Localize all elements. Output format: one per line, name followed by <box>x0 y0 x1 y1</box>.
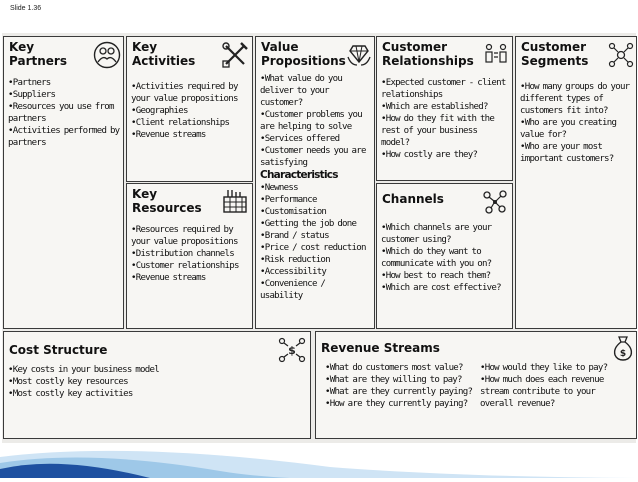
key-partners-title-line1: Key <box>9 40 35 54</box>
list-item: •Customer needs you are satisfying <box>260 146 366 168</box>
list-item: •What are they currently paying? <box>325 387 473 397</box>
customer-segments-title-line2: Segments <box>521 54 589 68</box>
list-item: •Customisation <box>260 207 327 217</box>
list-item: •Resources required by your value propositions <box>131 225 238 247</box>
key-activities-title-line2: Activities <box>132 54 196 68</box>
list-item: •Performance <box>260 195 317 205</box>
list-item: •How best to reach them? <box>381 271 491 281</box>
list-item: •Expected customer - client relationships <box>381 78 506 100</box>
list-item: •Resources you use from partners <box>8 102 114 124</box>
tools-icon <box>221 41 249 69</box>
value-propositions-title <box>261 40 346 68</box>
list-item: •Risk reduction <box>260 255 330 265</box>
list-item: •Revenue streams <box>131 273 206 283</box>
key-activities-title-line1: Key <box>132 40 158 54</box>
key-partners-title-line2: Partners <box>9 54 67 68</box>
list-item: •Most costly key resources <box>8 377 128 387</box>
list-item: •Newness <box>260 183 298 193</box>
list-item: •What value do you deliver to your customer? <box>260 74 343 108</box>
customer-segments-title <box>521 40 588 68</box>
list-item: •Customer relationships <box>131 261 239 271</box>
list-item: •Getting the job done <box>260 219 357 229</box>
relationship-icon <box>483 42 509 66</box>
decorative-swoosh <box>0 443 638 478</box>
list-item: •How would they like to pay? <box>480 363 608 373</box>
key-activities-list <box>131 81 249 141</box>
list-item: •Customer problems you are helping to solve <box>260 110 362 132</box>
cost-flow-icon <box>278 337 306 363</box>
list-item: •Distribution channels <box>131 249 234 259</box>
customer-relationships-box <box>376 36 513 181</box>
list-item: •How costly are they? <box>381 150 478 160</box>
key-resources-title <box>132 187 202 215</box>
cost-structure-box <box>3 331 311 439</box>
business-model-canvas <box>2 33 636 443</box>
key-activities-box <box>126 36 253 182</box>
svg-text:$: $ <box>619 349 627 359</box>
list-item: •Price / cost reduction <box>260 243 366 253</box>
list-item: •Geographies <box>131 106 188 116</box>
handshake-icon <box>93 41 121 69</box>
characteristics-heading: Characteristics <box>260 169 338 181</box>
key-activities-title <box>132 40 195 68</box>
list-item: •How much does each revenue stream contribute to your overall revenue? <box>480 375 604 409</box>
list-item: •Convenience / usability <box>260 279 326 301</box>
key-partners-list <box>8 77 120 149</box>
list-item: •Suppliers <box>8 90 56 100</box>
list-item: •Brand / status <box>260 231 329 241</box>
money-bag-icon <box>612 335 634 361</box>
customer-relationships-title-line1: Customer <box>382 40 448 54</box>
channels-title: Channels <box>382 192 444 206</box>
list-item: •What do customers most value? <box>325 363 463 373</box>
channels-list <box>381 222 509 294</box>
list-item: •Partners <box>8 78 51 88</box>
revenue-streams-title: Revenue Streams <box>321 341 440 355</box>
customer-segments-list <box>520 81 633 165</box>
list-item: •Client relationships <box>131 118 230 128</box>
svg-text:$: $ <box>288 344 296 357</box>
factory-icon <box>221 187 249 215</box>
list-item: •Who are you creating value for? <box>520 118 617 140</box>
key-partners-box <box>3 36 124 329</box>
value-propositions-list <box>260 73 371 302</box>
key-resources-title-line1: Key <box>132 187 158 201</box>
list-item: •Key costs in your business model <box>8 365 159 375</box>
list-item: •How many groups do your different types of customers fit into? <box>520 82 630 116</box>
value-propositions-box <box>255 36 375 329</box>
list-item: •Which do they want to communicate with you on? <box>381 247 492 269</box>
list-item: •Which are cost effective? <box>381 283 501 293</box>
value-propositions-title-line2: Propositions <box>261 54 346 68</box>
list-item: •How are they currently paying? <box>325 399 468 409</box>
list-item: •Accessibility <box>260 267 327 277</box>
customer-relationships-list <box>381 77 509 161</box>
footer-band <box>0 443 638 478</box>
customer-segments-title-line1: Customer <box>521 40 587 54</box>
revenue-streams-col2 <box>480 362 630 410</box>
value-propositions-title-line1: Value <box>261 40 299 54</box>
segments-icon <box>608 42 634 68</box>
key-resources-list <box>131 224 249 284</box>
key-partners-title <box>9 40 67 68</box>
key-resources-box <box>126 183 253 329</box>
list-item: •Most costly key activities <box>8 389 133 399</box>
revenue-streams-box <box>315 331 637 439</box>
list-item: •Activities required by your value propositions <box>131 82 238 104</box>
customer-relationships-title <box>382 40 474 68</box>
slide-number-label: Slide 1.36 <box>10 5 42 12</box>
customer-relationships-title-line2: Relationships <box>382 54 474 68</box>
cost-structure-title: Cost Structure <box>9 343 108 357</box>
list-item: •Which channels are your customer using? <box>381 223 492 245</box>
customer-segments-box <box>515 36 637 329</box>
network-icon <box>481 188 509 216</box>
gem-hands-icon <box>346 41 372 67</box>
key-resources-title-line2: Resources <box>132 201 202 215</box>
list-item: •Services offered <box>260 134 340 144</box>
channels-box <box>376 183 513 329</box>
list-item: •What are they willing to pay? <box>325 375 462 385</box>
list-item: •How do they fit with the rest of your business model? <box>381 114 495 148</box>
list-item: •Which are established? <box>381 102 488 112</box>
list-item: •Who are your most important customers? <box>520 142 614 164</box>
revenue-streams-col1 <box>325 362 475 410</box>
list-item: •Activities performed by partners <box>8 126 120 148</box>
cost-structure-list <box>8 364 307 400</box>
list-item: •Revenue streams <box>131 130 206 140</box>
